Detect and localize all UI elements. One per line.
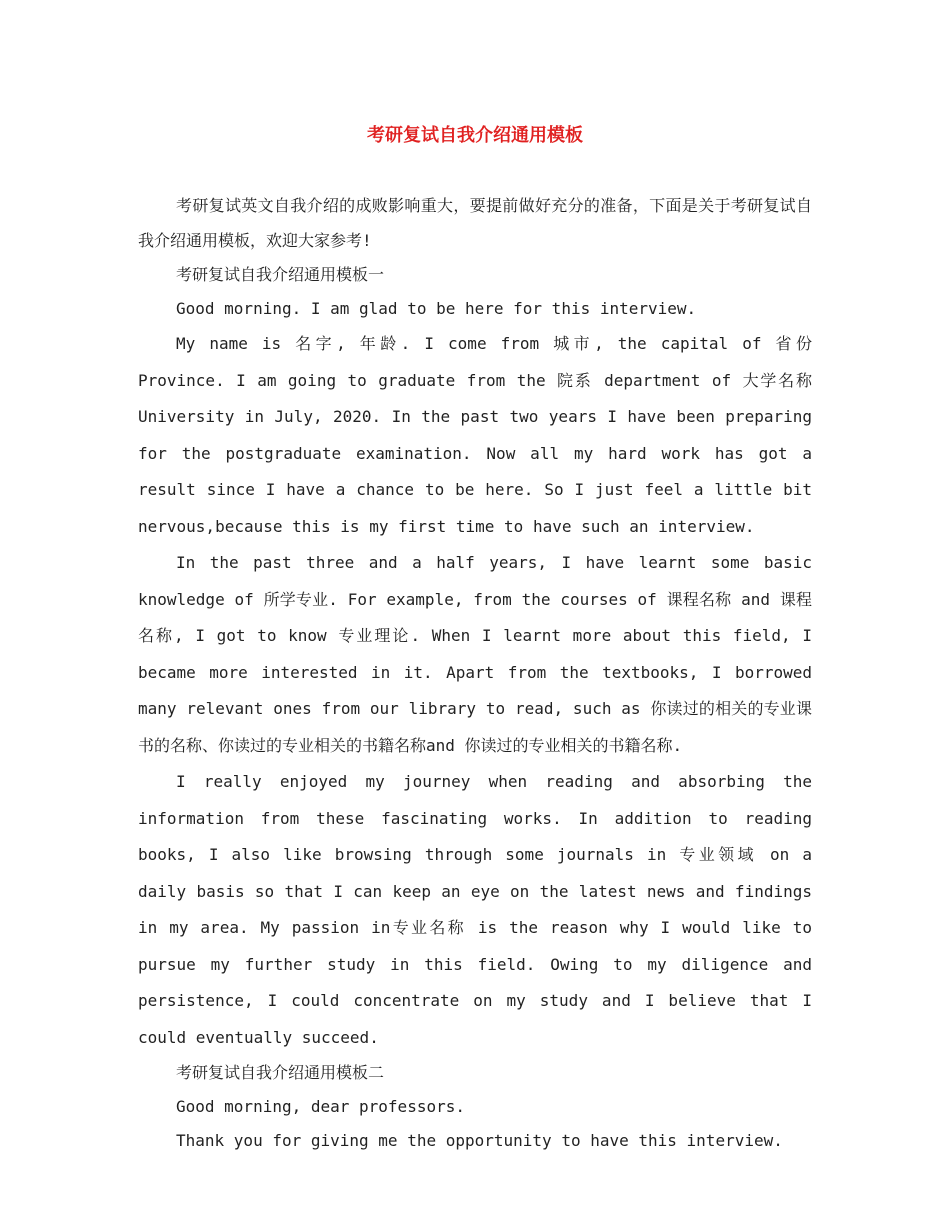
document-title: 考研复试自我介绍通用模板 bbox=[367, 125, 583, 146]
document-body bbox=[138, 188, 812, 1158]
section-heading-template-one: 考研复试自我介绍通用模板一 bbox=[176, 265, 385, 284]
greeting-paragraph-two: Good morning, dear professors. bbox=[176, 1097, 465, 1116]
body-paragraph-studies: In the past three and a half years, I have learnt some basic knowledge of 所学专业. For example, from the courses of 课程名称 and 课程名称, I got to know 专业理论. When I learnt more about this field, I became more interested in it. Apart from the textbooks, I borrowed many relevant ones from our library to read, such as 你读过的相关的专业课书的名称、你读过的专业相关的书籍名称and 你读过的专业相关的书籍名称. bbox=[138, 553, 812, 755]
intro-paragraph: 考研复试英文自我介绍的成败影响重大，要提前做好充分的准备，下面是关于考研复试自我介绍通用模板，欢迎大家参考! bbox=[138, 196, 812, 250]
body-paragraph-introduction: My name is 名字, 年龄. I come from 城市, the capital of 省份 Province. I am going to graduate from the 院系 department of 大学名称 University in July, 2020. In the past two years I have been preparing for the postgraduate examination. Now all my hard work has got a result since I have a chance to be here. So I just feel a little bit nervous,because this is my first time to have such an interview. bbox=[138, 334, 812, 536]
thanks-paragraph: Thank you for giving me the opportunity to have this interview. bbox=[176, 1131, 783, 1150]
greeting-paragraph: Good morning. I am glad to be here for this interview. bbox=[176, 299, 697, 318]
body-paragraph-reading: I really enjoyed my journey when reading and absorbing the information from these fascinating works. In addition to reading books, I also like browsing through some journals in 专业领域 on a daily basis so that I can keep an eye on the latest news and findings in my area. My passion in专业名称 is the reason why I would like to pursue my further study in this field. Owing to my diligence and persistence, I could concentrate on my study and I believe that I could eventually succeed. bbox=[138, 772, 812, 1047]
section-heading-template-two: 考研复试自我介绍通用模板二 bbox=[176, 1063, 385, 1082]
